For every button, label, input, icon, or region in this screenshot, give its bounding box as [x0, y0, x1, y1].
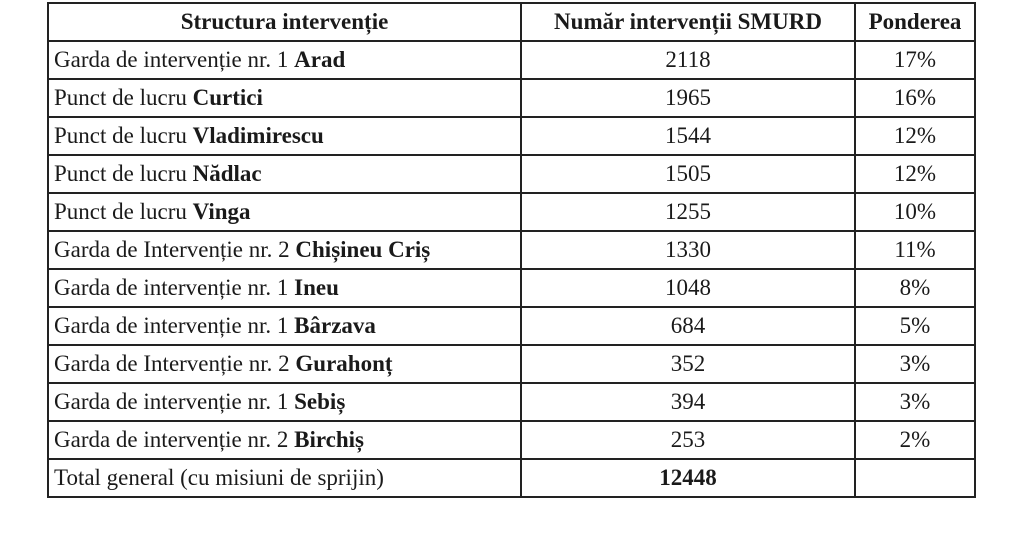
interventions-table — [47, 2, 976, 498]
structure-place: Vinga — [192, 199, 251, 224]
structure-place: Ineu — [294, 275, 339, 300]
table-row — [48, 41, 975, 79]
table-row — [48, 345, 975, 383]
structure-prefix: Garda de intervenție nr. 1 — [54, 275, 295, 300]
table-row — [48, 117, 975, 155]
structure-cell — [48, 307, 521, 345]
count-cell: 352 — [521, 345, 855, 383]
structure-place: Gurahonț — [295, 351, 393, 376]
structure-place: Arad — [294, 47, 346, 72]
table-row — [48, 155, 975, 193]
table-row — [48, 79, 975, 117]
total-row — [48, 459, 975, 497]
header-share: Ponderea — [855, 3, 975, 41]
table-row — [48, 269, 975, 307]
structure-prefix: Punct de lucru — [54, 85, 193, 110]
share-cell: 5% — [855, 307, 975, 345]
structure-place: Vladimirescu — [192, 123, 324, 148]
structure-prefix: Garda de intervenție nr. 1 — [54, 313, 295, 338]
share-cell: 8% — [855, 269, 975, 307]
share-cell: 3% — [855, 345, 975, 383]
share-cell: 10% — [855, 193, 975, 231]
count-cell: 1330 — [521, 231, 855, 269]
structure-cell — [48, 231, 521, 269]
structure-place: Nădlac — [192, 161, 262, 186]
share-cell: 12% — [855, 117, 975, 155]
count-cell: 1255 — [521, 193, 855, 231]
count-cell: 253 — [521, 421, 855, 459]
table-row — [48, 193, 975, 231]
structure-place: Bârzava — [294, 313, 376, 338]
structure-prefix: Garda de Intervenție nr. 2 — [54, 237, 296, 262]
count-cell: 1544 — [521, 117, 855, 155]
header-count: Număr intervenții SMURD — [521, 3, 855, 41]
structure-prefix: Garda de intervenție nr. 1 — [54, 389, 295, 414]
share-cell: 2% — [855, 421, 975, 459]
structure-cell — [48, 421, 521, 459]
header-structure: Structura intervenție — [48, 3, 521, 41]
structure-cell — [48, 41, 521, 79]
table-row — [48, 307, 975, 345]
count-cell: 1048 — [521, 269, 855, 307]
share-cell: 16% — [855, 79, 975, 117]
structure-prefix: Punct de lucru — [54, 199, 193, 224]
total-label: Total general (cu misiuni de sprijin) — [48, 459, 521, 497]
structure-place: Chișineu Criș — [295, 237, 431, 262]
total-count: 12448 — [521, 459, 855, 497]
structure-place: Curtici — [192, 85, 263, 110]
table-row — [48, 421, 975, 459]
total-share — [855, 459, 975, 497]
count-cell: 1505 — [521, 155, 855, 193]
structure-cell — [48, 155, 521, 193]
structure-place: Birchiș — [294, 427, 365, 452]
structure-cell — [48, 117, 521, 155]
share-cell: 3% — [855, 383, 975, 421]
structure-prefix: Garda de intervenție nr. 1 — [54, 47, 295, 72]
structure-cell — [48, 193, 521, 231]
structure-prefix: Punct de lucru — [54, 123, 193, 148]
count-cell: 2118 — [521, 41, 855, 79]
structure-cell — [48, 79, 521, 117]
count-cell: 1965 — [521, 79, 855, 117]
structure-prefix: Punct de lucru — [54, 161, 193, 186]
share-cell: 11% — [855, 231, 975, 269]
table-row — [48, 383, 975, 421]
structure-prefix: Garda de Intervenție nr. 2 — [54, 351, 296, 376]
header-row — [48, 3, 975, 41]
table-row — [48, 231, 975, 269]
count-cell: 684 — [521, 307, 855, 345]
share-cell: 12% — [855, 155, 975, 193]
structure-cell — [48, 345, 521, 383]
structure-prefix: Garda de intervenție nr. 2 — [54, 427, 295, 452]
share-cell: 17% — [855, 41, 975, 79]
structure-cell — [48, 269, 521, 307]
count-cell: 394 — [521, 383, 855, 421]
structure-place: Sebiș — [294, 389, 346, 414]
structure-cell — [48, 383, 521, 421]
table-body — [48, 41, 975, 459]
